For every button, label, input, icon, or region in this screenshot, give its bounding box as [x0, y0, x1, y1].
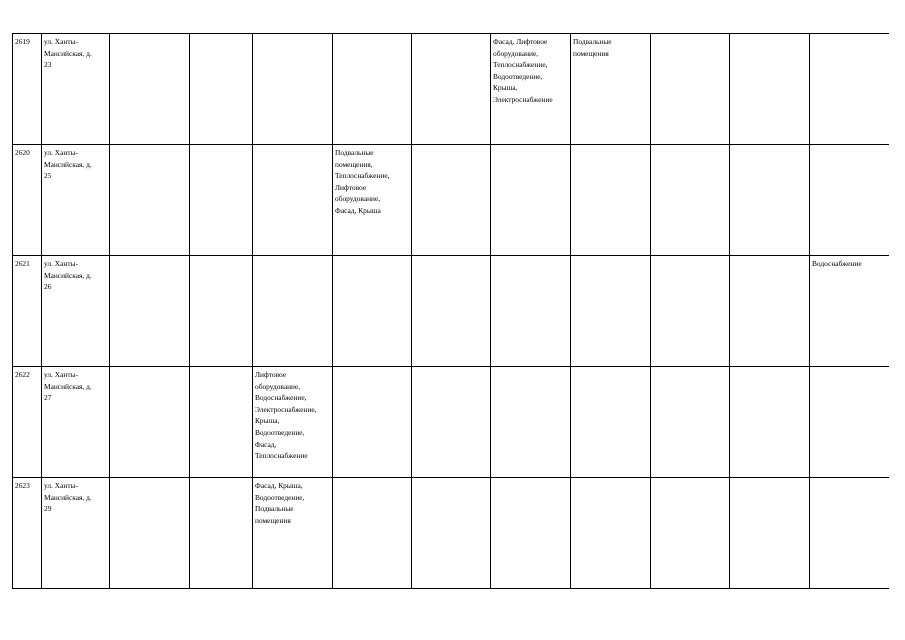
works-cell: [190, 256, 253, 367]
row-number: 2621: [15, 259, 30, 268]
address-cell: [42, 367, 110, 478]
works-cell: [651, 367, 730, 478]
works-cell: [810, 256, 889, 367]
works-cell: [190, 478, 253, 589]
works-cell: [810, 145, 889, 256]
table-row: [13, 367, 889, 478]
row-number-cell: [13, 256, 42, 367]
works-cell: [810, 478, 889, 589]
works-cell: [110, 34, 190, 145]
works-text: Подвальные помещения, Теплоснабжение, Лифтовое оборудование, Фасад, Крыша: [335, 148, 390, 215]
row-number: 2622: [15, 370, 30, 379]
row-number-cell: [13, 367, 42, 478]
works-cell: [412, 34, 491, 145]
works-cell: [190, 34, 253, 145]
works-cell: [253, 478, 333, 589]
works-cell: [412, 256, 491, 367]
address-cell: [42, 145, 110, 256]
schedule-table: [12, 33, 889, 589]
works-cell: [333, 478, 412, 589]
works-cell: [571, 478, 651, 589]
works-cell: [730, 478, 810, 589]
works-cell: [730, 34, 810, 145]
works-cell: [333, 34, 412, 145]
works-cell: [110, 367, 190, 478]
address-text: ул. Ханты- Мансийская, д. 27: [44, 370, 92, 403]
works-text: Фасад, Лифтовое оборудование, Теплоснабжение, Водоотведение, Крыша, Электроснабжение: [493, 37, 553, 104]
works-cell: [253, 145, 333, 256]
works-cell: [730, 367, 810, 478]
works-cell: [333, 367, 412, 478]
works-cell: [110, 145, 190, 256]
works-cell: [730, 145, 810, 256]
works-text: Фасад, Крыша, Водоотведение, Подвальные помещения: [255, 481, 305, 525]
works-cell: [810, 34, 889, 145]
works-cell: [491, 478, 571, 589]
works-cell: [253, 34, 333, 145]
works-cell: [110, 478, 190, 589]
works-cell: [491, 145, 571, 256]
address-text: ул. Ханты- Мансийская, д. 25: [44, 148, 92, 181]
works-text: Подвальные помещения: [573, 37, 612, 58]
row-number-cell: [13, 145, 42, 256]
works-cell: [491, 256, 571, 367]
works-cell: [190, 367, 253, 478]
works-cell: [412, 478, 491, 589]
row-number-cell: [13, 478, 42, 589]
works-cell: [571, 367, 651, 478]
works-cell: [491, 34, 571, 145]
works-cell: [730, 256, 810, 367]
table-body: [13, 34, 889, 589]
table-row: [13, 256, 889, 367]
address-cell: [42, 34, 110, 145]
works-cell: [412, 145, 491, 256]
address-text: ул. Ханты- Мансийская, д. 29: [44, 481, 92, 514]
works-cell: [651, 256, 730, 367]
works-cell: [810, 367, 889, 478]
table-row: [13, 34, 889, 145]
row-number: 2623: [15, 481, 30, 490]
works-cell: [412, 367, 491, 478]
works-cell: [651, 478, 730, 589]
works-cell: [651, 34, 730, 145]
works-cell: [651, 145, 730, 256]
works-cell: [253, 256, 333, 367]
table-row: [13, 145, 889, 256]
works-cell: [333, 145, 412, 256]
row-number: 2620: [15, 148, 30, 157]
address-text: ул. Ханты- Мансийская, д. 23: [44, 37, 92, 70]
address-cell: [42, 256, 110, 367]
works-cell: [110, 256, 190, 367]
table-row: [13, 478, 889, 589]
works-cell: [253, 367, 333, 478]
row-number: 2619: [15, 37, 30, 46]
works-cell: [491, 367, 571, 478]
works-cell: [571, 34, 651, 145]
works-cell: [571, 256, 651, 367]
address-cell: [42, 478, 110, 589]
works-cell: [190, 145, 253, 256]
works-cell: [571, 145, 651, 256]
row-number-cell: [13, 34, 42, 145]
works-cell: [333, 256, 412, 367]
works-text: Лифтовое оборудование, Водоснабжение, Электроснабжение, Крыша, Водоотведение, Фасад, Теплоснабжение: [255, 370, 317, 461]
works-text: Водоснабжение: [812, 259, 862, 268]
address-text: ул. Ханты- Мансийская, д. 26: [44, 259, 92, 292]
